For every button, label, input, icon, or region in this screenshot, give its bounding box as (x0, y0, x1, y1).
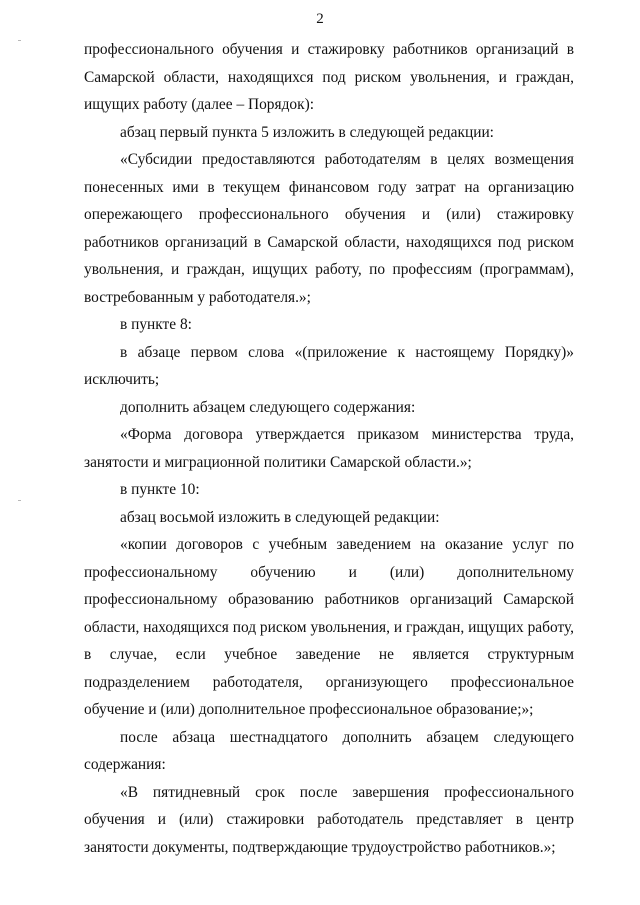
paragraph: в пункте 8: (120, 316, 192, 333)
margin-mark (18, 500, 21, 501)
paragraph: абзац восьмой изложить в следующей редакции: (120, 508, 440, 526)
paragraph-continuation: профессионального обучения и стажировку работников организаций в Самарской области, находящихся под риском увольнения, и граждан, ищущих работу (далее – Порядок): (84, 41, 574, 113)
paragraph-quote: «копии договоров с учебным заведением на оказание услуг по профессиональному обучению и (или) дополнительному профессиональному образованию работников организаций Самарской области, находящихся под риском увольнения, и граждан, ищущих работу, в случае, если учебное заведение не является структурным подразделением работодателя, организующего профессиональное обучение и (или) дополнительное профессиональное образование;»; (84, 536, 574, 718)
paragraph: после абзаца шестнадцатого дополнить абзацем следующего содержания: (84, 728, 574, 773)
document-body (84, 36, 574, 861)
margin-mark (18, 40, 21, 41)
page-number: 2 (316, 11, 324, 27)
paragraph: дополнить абзацем следующего содержания: (120, 398, 416, 416)
paragraph: в абзаце первом слова «(приложение к настоящему Порядку)» исключить; (84, 343, 574, 388)
paragraph-quote: «Субсидии предоставляются работодателям в целях возмещения понесенных ими в текущем финансовом году затрат на организацию опережающего профессионального обучения и (или) стажировку работников организаций в Самарской области, находящихся под риском увольнения, и граждан, ищущих работу, по профессиям (программам), востребованным у работодателя.»; (84, 151, 574, 306)
paragraph: в пункте 10: (120, 481, 200, 498)
paragraph-quote: «Форма договора утверждается приказом министерства труда, занятости и миграционной политики Самарской области.»; (84, 426, 574, 471)
paragraph: абзац первый пункта 5 изложить в следующей редакции: (120, 123, 494, 141)
paragraph-quote: «В пятидневный срок после завершения профессионального обучения и (или) стажировки работодатель представляет в центр занятости документы, подтверждающие трудоустройство работников.»; (84, 783, 574, 856)
